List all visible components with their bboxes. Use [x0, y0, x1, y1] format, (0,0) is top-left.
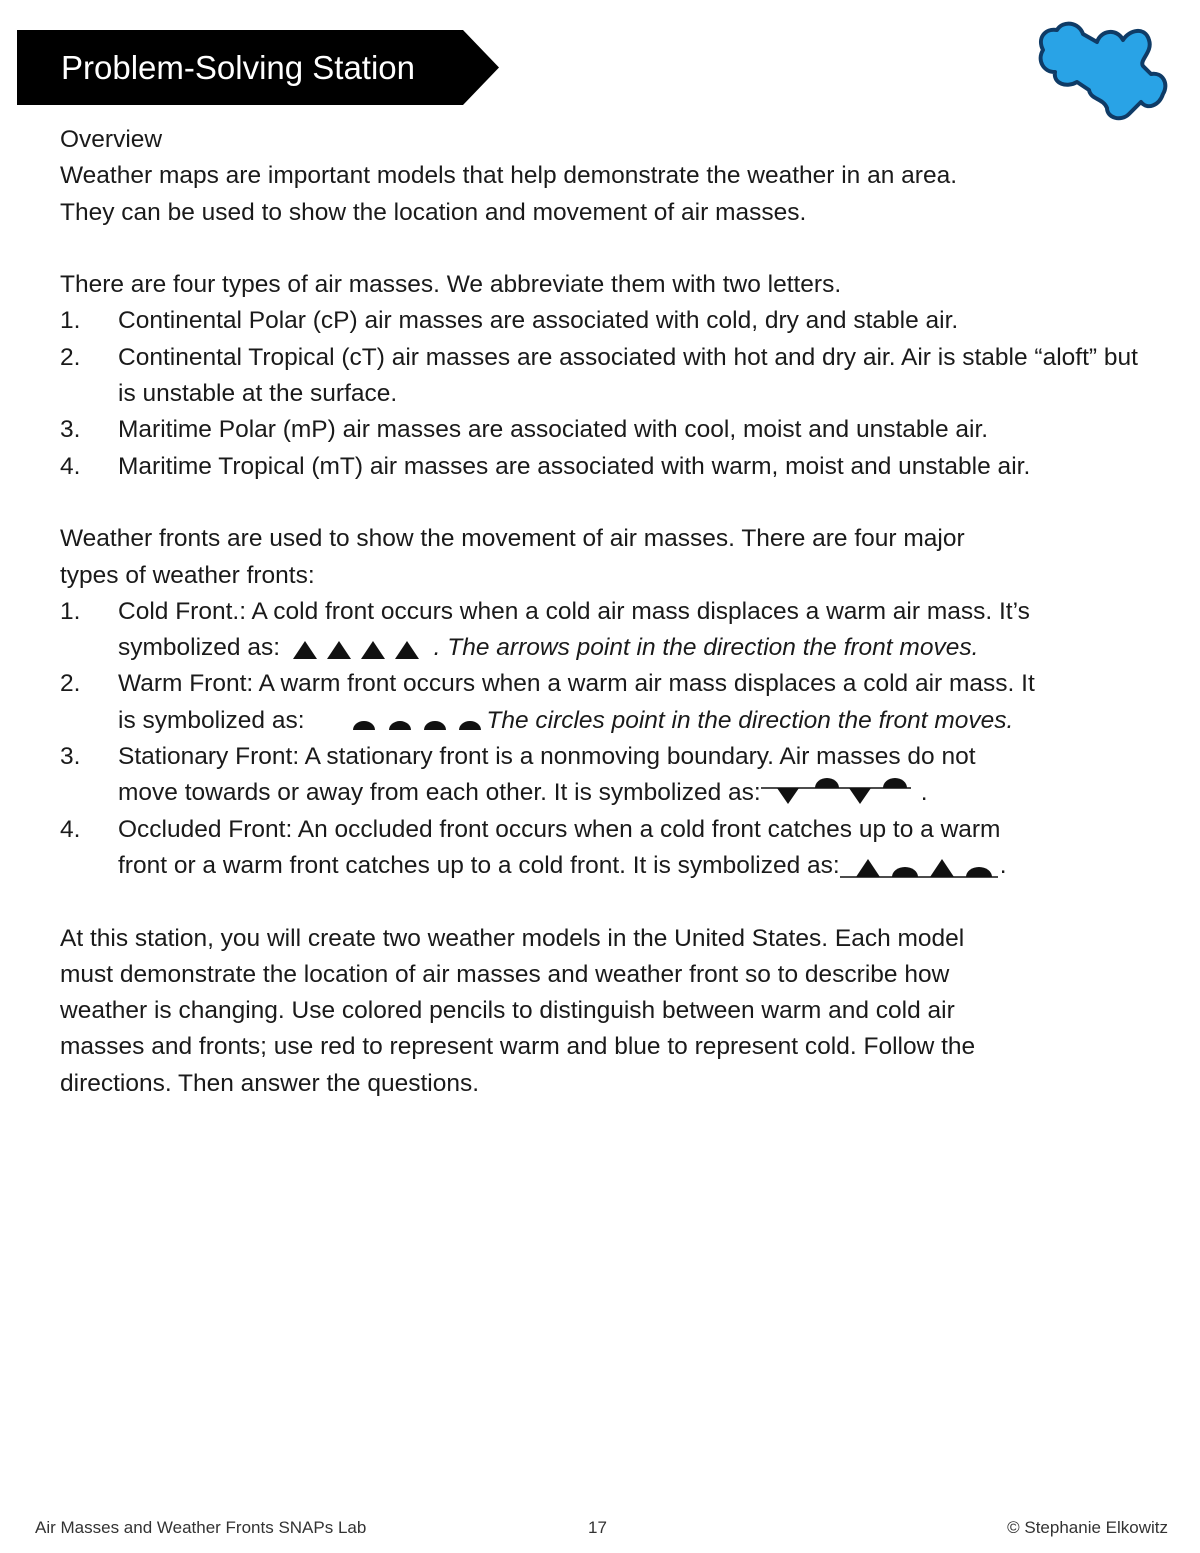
page-number: 17 — [588, 1518, 607, 1537]
front-name: Stationary Front — [118, 743, 293, 771]
air-masses-list — [60, 303, 1160, 484]
station-paragraph-line: weather is changing. Use colored pencils to distinguish between warm and cold air — [60, 997, 955, 1025]
station-paragraph-line: directions. Then answer the questions. — [60, 1069, 480, 1097]
footer-lab-title: Air Masses and Weather Fronts SNAPs Lab — [35, 1518, 367, 1537]
list-item: 1. Cold Front.: A cold front occurs when a cold air mass displaces a warm air mass. It’s symbolized as: . The arrows point in the direction the front moves. — [60, 597, 1030, 662]
air-mass-name: Continental Tropical — [118, 343, 335, 371]
fronts-list — [60, 594, 1160, 884]
front-name: Cold Front. — [118, 597, 240, 625]
overview-line: They can be used to show the location and movement of air masses. — [60, 198, 807, 226]
title-banner — [17, 30, 499, 105]
fronts-intro: types of weather fronts: — [60, 561, 315, 589]
stationary-front-symbol — [761, 776, 921, 806]
list-item: 3. Stationary Front: A stationary front is a nonmoving boundary. Air masses do not move towards or away from each other. It is symbolized as: . — [60, 743, 976, 807]
warm-front-symbol — [311, 710, 486, 734]
air-masses-intro: There are four types of air masses. We abbreviate them with two letters. — [60, 271, 842, 299]
puzzle-piece-icon — [1033, 14, 1169, 122]
air-mass-name: Maritime Polar — [118, 416, 276, 444]
cold-front-symbol — [287, 637, 427, 661]
list-item: 1. Continental Polar (cP) air masses are associated with cold, dry and stable air. — [60, 307, 959, 335]
list-item: 4. Occluded Front: An occluded front occurs when a cold front catches up to a warm front or a warm front catches up to a cold front. It is symbolized as: . — [60, 815, 1007, 879]
occluded-front-symbol — [840, 855, 1000, 879]
station-paragraph-line: must demonstrate the location of air masses and weather front so to describe how — [60, 960, 950, 988]
page-title: Problem-Solving Station — [61, 49, 416, 86]
overview-line: Weather maps are important models that help demonstrate the weather in an area. — [60, 162, 958, 190]
footer-copyright: © Stephanie Elkowitz — [1007, 1518, 1168, 1537]
front-name: Warm Front: — [118, 670, 254, 698]
air-mass-name: Continental Polar — [118, 307, 306, 335]
list-item: 2. Warm Front: A warm front occurs when a warm air mass displaces a cold air mass. It is symbolized as: The circles point in the direction the front moves. — [60, 670, 1035, 734]
front-name: Occluded Front: — [118, 815, 293, 843]
station-paragraph-line: At this station, you will create two weather models in the United States. Each model — [60, 924, 965, 952]
fronts-intro: Weather fronts are used to show the movement of air masses. There are four major — [60, 525, 965, 553]
list-item: 3. Maritime Polar (mP) air masses are associated with cool, moist and unstable air. — [60, 416, 989, 444]
overview-heading: Overview — [60, 126, 163, 153]
list-item: 2. Continental Tropical (cT) air masses are associated with hot and dry air. Air is stable “aloft” but is unstable at the surface. — [60, 343, 1138, 408]
list-item: 4. Maritime Tropical (mT) air masses are associated with warm, moist and unstable air. — [60, 452, 1031, 480]
document-body — [60, 122, 1160, 1102]
air-mass-name: Maritime Tropical — [118, 452, 305, 480]
station-paragraph-line: masses and fronts; use red to represent warm and blue to represent cold. Follow the — [60, 1033, 976, 1061]
